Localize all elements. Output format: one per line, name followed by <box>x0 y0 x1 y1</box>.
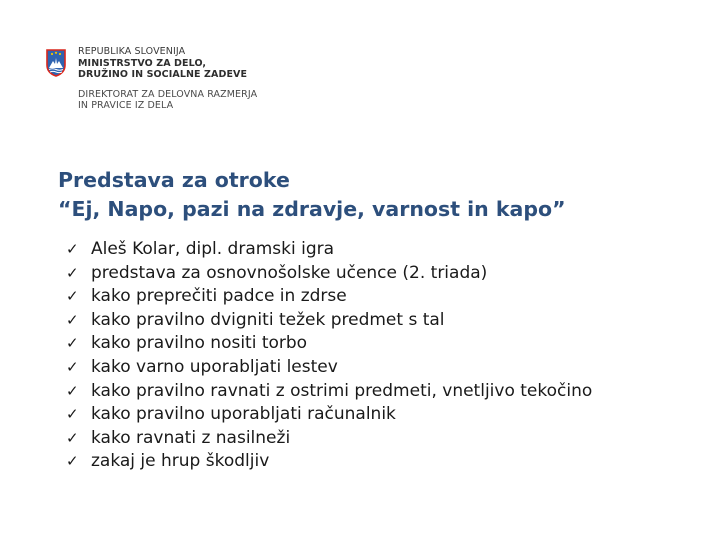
slide-title <box>58 166 566 224</box>
list-item-text: kako varno uporabljati lestev <box>91 356 338 377</box>
list-item <box>66 380 592 404</box>
list-item <box>66 309 592 333</box>
directorate-line-1: DIREKTORAT ZA DELOVNA RAZMERJA <box>78 88 258 100</box>
list-item <box>66 403 592 427</box>
list-item-text: kako pravilno dvigniti težek predmet s tal <box>91 309 445 330</box>
list-item-text: kako pravilno ravnati z ostrimi predmeti, vnetljivo tekočino <box>91 380 593 401</box>
list-item-text: Aleš Kolar, dipl. dramski igra <box>91 239 335 259</box>
title-line-1: Predstava za otroke <box>58 168 290 192</box>
checkmark-icon: ✓ <box>66 334 79 353</box>
ministry-text <box>78 46 257 112</box>
bullet-list <box>66 238 592 474</box>
slovenia-coat-of-arms-icon <box>46 49 66 77</box>
checkmark-icon: ✓ <box>66 263 79 282</box>
checkmark-icon: ✓ <box>66 452 79 471</box>
list-item <box>66 450 592 474</box>
checkmark-icon: ✓ <box>66 287 79 306</box>
checkmark-icon: ✓ <box>66 405 79 424</box>
list-item <box>66 427 592 451</box>
list-item <box>66 285 592 309</box>
ministry-line-2: MINISTRSTVO ZA DELO, <box>78 57 207 69</box>
list-item-text: kako ravnati z nasilneži <box>91 427 291 448</box>
list-item-text: kako preprečiti padce in zdrse <box>91 286 347 307</box>
list-item <box>66 262 592 286</box>
list-item <box>66 332 592 356</box>
list-item-text: kako pravilno nositi torbo <box>91 333 308 354</box>
checkmark-icon: ✓ <box>66 428 79 447</box>
list-item <box>66 238 592 262</box>
header <box>46 46 257 112</box>
directorate-line-2: IN PRAVICE IZ DELA <box>78 100 174 111</box>
list-item-text: kako pravilno uporabljati računalnik <box>91 404 396 425</box>
checkmark-icon: ✓ <box>66 240 79 258</box>
checkmark-icon: ✓ <box>66 381 79 400</box>
ministry-line-1: REPUBLIKA SLOVENIJA <box>78 46 186 57</box>
title-line-2: “Ej, Napo, pazi na zdravje, varnost in kapo” <box>58 197 566 221</box>
checkmark-icon: ✓ <box>66 357 79 376</box>
checkmark-icon: ✓ <box>66 310 79 329</box>
ministry-spacer <box>78 81 257 89</box>
ministry-line-3: DRUŽINO IN SOCIALNE ZADEVE <box>78 69 248 80</box>
list-item <box>66 356 592 380</box>
list-item-text: predstava za osnovnošolske učence (2. triada) <box>91 262 488 283</box>
list-item-text: zakaj je hrup škodljiv <box>91 451 270 472</box>
